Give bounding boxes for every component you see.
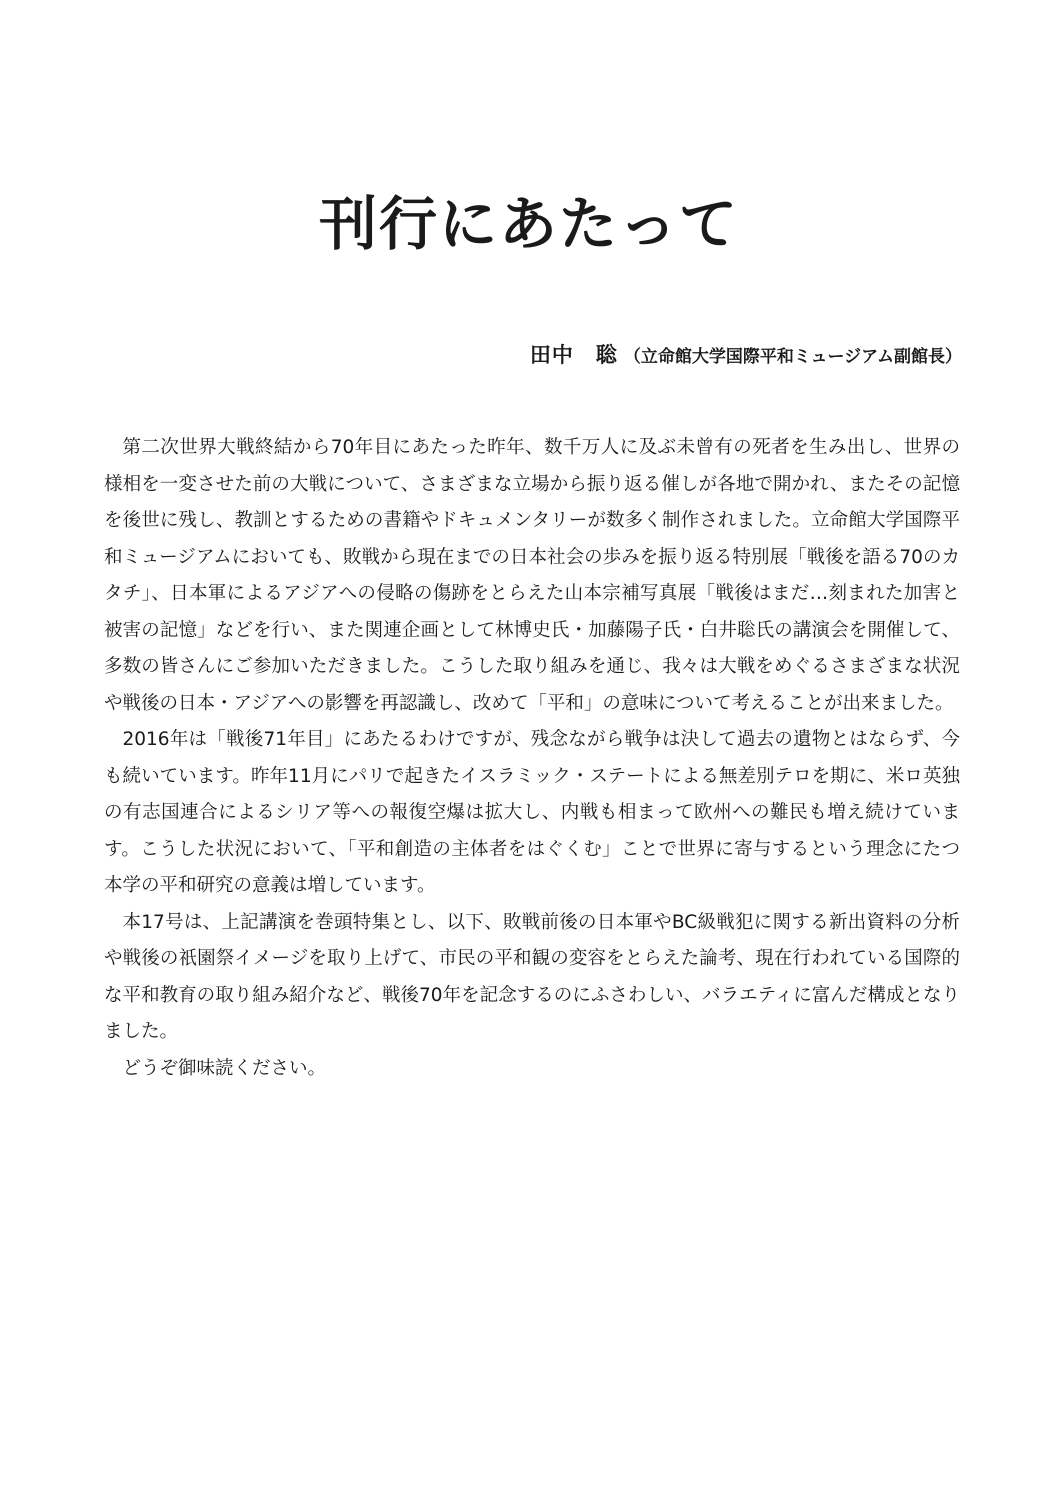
paragraph: 本17号は、上記講演を巻頭特集とし、以下、敗戦前後の日本軍やBC級戦犯に関する新出資料の分析や戦後の祇園祭イメージを取り上げて、市民の平和観の変容をとらえた論考、現在行われている国際的な平和教育の取り組み紹介など、戦後70年を記念するのにふさわしい、バラエティに富んだ構成となりました。 (104, 911, 960, 1042)
page-title: 刊行にあたって (318, 189, 739, 258)
paragraph: 第二次世界大戦終結から70年目にあたった昨年、数千万人に及ぶ未曾有の死者を生み出し、世界の様相を一変させた前の大戦について、さまざまな立場から振り返る催しが各地で開かれ、またその記憶を後世に残し、教訓とするための書籍やドキュメンタリーが数多く制作されました。立命館大学国際平和ミュージアムにおいても、敗戦から現在までの日本社会の歩みを振り返る特別展「戦後を語る70のカタチ」、日本軍によるアジアへの侵略の傷跡をとらえた山本宗補写真展「戦後はまだ…刻まれた加害と被害の記憶」などを行い、また関連企画として林博史氏・加藤陽子氏・白井聡氏の講演会を開催して、多数の皆さんにご参加いただきました。こうした取り組みを通じ、我々は大戦をめぐるさまざまな状況や戦後の日本・アジアへの影響を再認識し、改めて「平和」の意味について考えることが出来ました。 (104, 437, 960, 714)
author-affiliation: （立命館大学国際平和ミュージアム副館長） (623, 347, 962, 367)
author-name: 田中 聡 (529, 343, 618, 367)
body-text (104, 430, 960, 1087)
paragraph: 2016年は「戦後71年目」にあたるわけですが、残念ながら戦争は決して過去の遺物とはならず、今も続いています。昨年11月にパリで起きたイスラミック・ステートによる無差別テロを期に、米ロ英独の有志国連合によるシリア等への報復空爆は拡大し、内戦も相まって欧州への難民も増え続けています。こうした状況において、「平和創造の主体者をはぐくむ」ことで世界に寄与するという理念にたつ本学の平和研究の意義は増しています。 (104, 729, 960, 896)
paragraph: どうぞ御味読ください。 (122, 1057, 327, 1079)
author-line (530, 340, 962, 372)
